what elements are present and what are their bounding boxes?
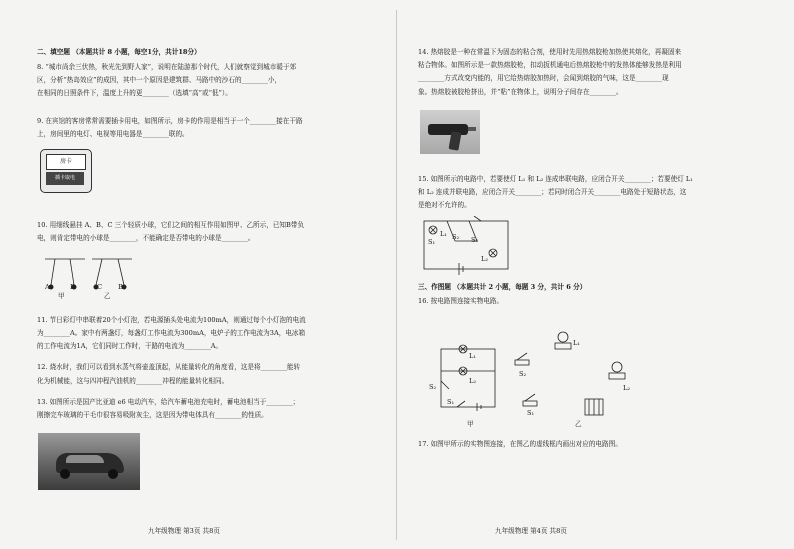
q16-phys-l1-label: L₁ xyxy=(573,339,581,347)
q15-line3: 是绝对不允许的。 xyxy=(418,201,471,209)
q13-line2: 刚擦完车玻璃的干毛巾很容易吸附灰尘，这是因为带电体具有________的性质。 xyxy=(37,411,268,419)
page3-footer: 九年级物理 第3页 共8页 xyxy=(148,527,220,535)
q15-line2: 和 L₂ 连成并联电路，应闭合开关________；若同时闭合开关________电路处于短路状态，这 xyxy=(418,188,687,196)
q15-s3-label: S₃ xyxy=(471,236,479,244)
q15-s1-label: S₁ xyxy=(428,238,436,246)
fig-jia-label: 甲 xyxy=(58,292,65,300)
q16-l2-label: L₂ xyxy=(469,377,477,385)
q16-l1-label: L₁ xyxy=(469,352,477,360)
q14-line4: 象。热熔胶被胶枪挤出，并“粘”在物体上，说明分子间存在________。 xyxy=(418,88,623,96)
page4-footer: 九年级物理 第4页 共8页 xyxy=(495,527,567,535)
ball-a-label: A xyxy=(45,283,50,291)
glue-gun-photo xyxy=(420,110,480,154)
card-slot-label: 插卡取电 xyxy=(46,172,84,185)
q14-line1: 14. 热熔胶是一种在常温下为固态的粘合剂，使用时先用热熔胶枪加热使其熔化，再凝固来 xyxy=(418,48,682,56)
q16-phys-s2-label: S₂ xyxy=(519,370,527,378)
q16-yi-label: 乙 xyxy=(575,420,582,428)
q9-line2: 上，房间里的电灯、电视等用电器是________联的。 xyxy=(37,130,189,138)
q15-l2-label: L₂ xyxy=(481,255,489,263)
ball-c-label: C xyxy=(97,283,103,291)
q11-line2: 为________A。家中有两盏灯，每盏灯工作电流为300mA，电炉子的工作电流为3A，电冰箱 xyxy=(37,329,306,337)
q16-s2-label: S₂ xyxy=(429,383,437,391)
q16-prompt: 16. 按电路图连接实物电路。 xyxy=(418,297,504,305)
q9-line1: 9. 在宾馆的客房常常需要插卡用电，如图所示，房卡的作用是相当于一个________接在干路 xyxy=(37,117,303,125)
q16-phys-s1-label: S₁ xyxy=(527,409,535,417)
hanging-balls-figure xyxy=(40,255,135,300)
page-4 xyxy=(397,0,794,549)
electric-car-photo xyxy=(38,433,140,490)
room-card-label: 房卡 xyxy=(46,154,86,170)
section-fill-in: 二、填空题 （本题共计 8 小题，每空1分，共计18分） xyxy=(37,48,201,56)
section-drawing: 三、作图题 （本题共计 2 小题，每题 3 分，共计 6 分） xyxy=(418,283,587,291)
q12-line1: 12. 烧水时，我们可以看到水蒸气将壶盖顶起，从能量转化的角度看，这是将________能转 xyxy=(37,363,301,371)
ball-b-label: B xyxy=(70,283,75,291)
q8-line1: 8. “城市尚余三伏热，秋光先到野人家”，说明在陆游那个时代，人们就察觉到城市暖于郊 xyxy=(37,63,297,71)
q11-line1: 11. 节日彩灯中串联着20个小灯泡，若电源插头处电流为100mA，则通过每个小灯泡的电流 xyxy=(37,316,306,324)
q16-s1-label: S₁ xyxy=(447,398,455,406)
q8-line3: 在相同的日照条件下，温度上升的更________（选填“高”或“低”）。 xyxy=(37,89,232,97)
q8-line2: 区，分析“热岛效应”的成因，其中一个原因是建筑群、马路中的沙石的________小， xyxy=(37,76,282,84)
q15-s2-label: S₂ xyxy=(452,233,460,241)
q11-line3: 的工作电流为1A，它们同时工作时，干路的电流为________A。 xyxy=(37,342,223,350)
ball-b2-label: B xyxy=(118,283,123,291)
fig-yi-label: 乙 xyxy=(104,292,111,300)
q14-line3: ________方式改变内能的，用它给热熔胶加热时，会闻到熔胶的气味，这是________现 xyxy=(418,74,669,82)
q13-line1: 13. 如图所示是国产比亚迪 e6 电动汽车，给汽车蓄电池充电时，蓄电池相当于________； xyxy=(37,398,300,406)
q15-circuit-diagram xyxy=(419,216,514,276)
q17-prompt: 17. 如图甲所示的实物图连接，在图乙的虚线框内画出对应的电路图。 xyxy=(418,440,622,448)
q15-l1-label: L₁ xyxy=(440,230,448,238)
q16-jia-label: 甲 xyxy=(467,420,474,428)
room-card-figure xyxy=(40,149,92,193)
q16-phys-l2-label: L₂ xyxy=(623,384,631,392)
q14-line2: 粘合物体。如图所示是一款热熔胶枪，扣动扳机通电后热熔胶枪中的发热体能够发热是利用 xyxy=(418,61,682,69)
q15-line1: 15. 如图所示的电路中，若要使灯 L₁ 和 L₂ 连成串联电路，应闭合开关________；若要使灯 L₁ xyxy=(418,175,693,183)
q12-line2: 化为机械能，这与四冲程汽油机的________冲程的能量转化相同。 xyxy=(37,377,229,385)
q10-line2: 电，则肯定带电的小球是________，不能确定是否带电的小球是________。 xyxy=(37,234,255,242)
q10-line1: 10. 用细线悬挂 A、B、C 三个轻质小球，它们之间的相互作用如图甲、乙所示，已知B带负 xyxy=(37,221,305,229)
